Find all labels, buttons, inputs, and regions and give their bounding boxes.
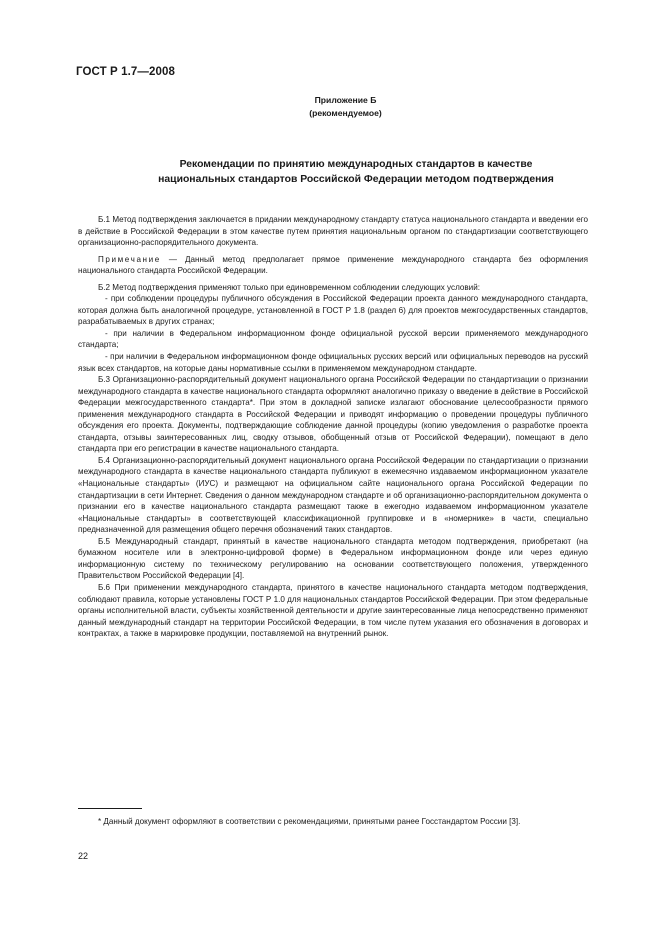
paragraph-b6: Б.6 При применении международного стандарта, принятого в качестве национального стандарта методом подтверждения, соблюдают правила, которые установлены ГОСТ Р 1.0 для национальных стандартов Российской Федерации. При этом федеральные органы исполнительной власти, субъекты хозяйственной деятельности и другие заинтересованные лица непосредственно применяют данный международный стандарт на территории Российской Федерации, в том числе путем указания его обозначения в договорах и контрактах, а также в маркировке продукции, поставляемой на внутренний рынок. <box>78 582 588 639</box>
note-text: — Данный метод предполагает прямое применение международного стандарта без оформления национального стандарта Российской Федерации. <box>78 254 588 276</box>
paragraph-b5: Б.5 Международный стандарт, принятый в качестве национального стандарта методом подтверждения, приобретают (на бумажном носителе или в электронно-цифровой форме) в Федеральном информационном фонде или через единую информационную систему по техническому регулированию на основании соответствующего положения, утвержденного Правительством Российской Федерации [4]. <box>78 536 588 581</box>
page-number: 22 <box>78 851 89 861</box>
annex-title: Приложение Б <box>314 95 377 105</box>
document-code: ГОСТ Р 1.7—2008 <box>76 66 175 78</box>
document-body <box>78 214 588 640</box>
note-paragraph <box>78 254 588 277</box>
paragraph-b3: Б.3 Организационно-распорядительный документ национального органа Российской Федерации по стандартизации о признании международного стандарта в качестве национального стандарта оформляют аналогично приказу о введение в действие в Российской Федерации межгосударственного стандарта*. При этом в докладной записке излагают обоснование целесообразности прямого применения международного стандарта в Российской Федерации и приводят информацию о проведении процедуры публичного обсуждения его проекта. Документы, подтверждающие соблюдение данной процедуры (копию уведомления о разработке проекта стандарта, отзывы заинтересованных лиц, сводку отзывов, обобщенный отзыв от Российской Федерации), помещают в дело стандарта при его регистрации в качестве национального стандарта. <box>78 375 588 454</box>
list-item: - при наличии в Федеральном информационном фонде официальной русской версии применяемого международного стандарта; <box>78 328 588 350</box>
section-title-line-1: Рекомендации по принятию международных стандартов в качестве <box>179 159 533 170</box>
section-title-line-2: национальных стандартов Российской Федерации методом подтверждения <box>158 173 554 185</box>
paragraph-b4: Б.4 Организационно-распорядительный документ национального органа Российской Федерации по стандартизации о признании международного стандарта в качестве национального стандарта публикуют в ежемесячно издаваемом информационном указателе «Национальные стандарты» (ИУС) и размещают на официальном сайте национального органа Российской Федерации по стандартизации в сети Интернет. Сведения о данном международном стандарте и об организационно-распорядительном документа о признании его в качестве национального стандарта размещают также в ежегодно издаваемом информационном указателе «Национальные стандарты» в соответствующей классификационной группировке и в «номернике» в части, специально предназначенной для размещения общего перечня обозначений таких стандартов. <box>78 455 588 535</box>
section-title <box>140 158 572 187</box>
paragraph-b2-intro: Б.2 Метод подтверждения применяют только при единовременном соблюдении следующих условий: <box>98 282 480 292</box>
footnote: * Данный документ оформляют в соответствии с рекомендациями, принятыми ранее Госстандартом России [3]. <box>98 817 521 826</box>
annex-status: (рекомендуемое) <box>309 107 382 118</box>
annex-heading <box>0 94 661 119</box>
note-label: Примечание <box>98 254 161 264</box>
footnote-divider <box>78 808 142 809</box>
list-item: - при наличии в Федеральном информационном фонде официальных русских версий или официальных переводов на русский язык всех стандартов, на которые даны нормативные ссылки в применяемом международном стандарте. <box>78 352 588 373</box>
list-item: - при соблюдении процедуры публичного обсуждения в Российской Федерации проекта данного международного стандарта, которая должна быть аналогичной процедуре, установленной в ГОСТ Р 1.8 (раздел 6) для проектов межгосударственных стандартов, разрабатываемых в других странах; <box>78 294 588 327</box>
paragraph-b1: Б.1 Метод подтверждения заключается в придании международному стандарту статуса национального стандарта и введении его в действие в Российской Федерации в этом качестве путем принятия национальным органом по стандартизации соответствующего организационно-распорядительного документа. <box>78 215 588 248</box>
